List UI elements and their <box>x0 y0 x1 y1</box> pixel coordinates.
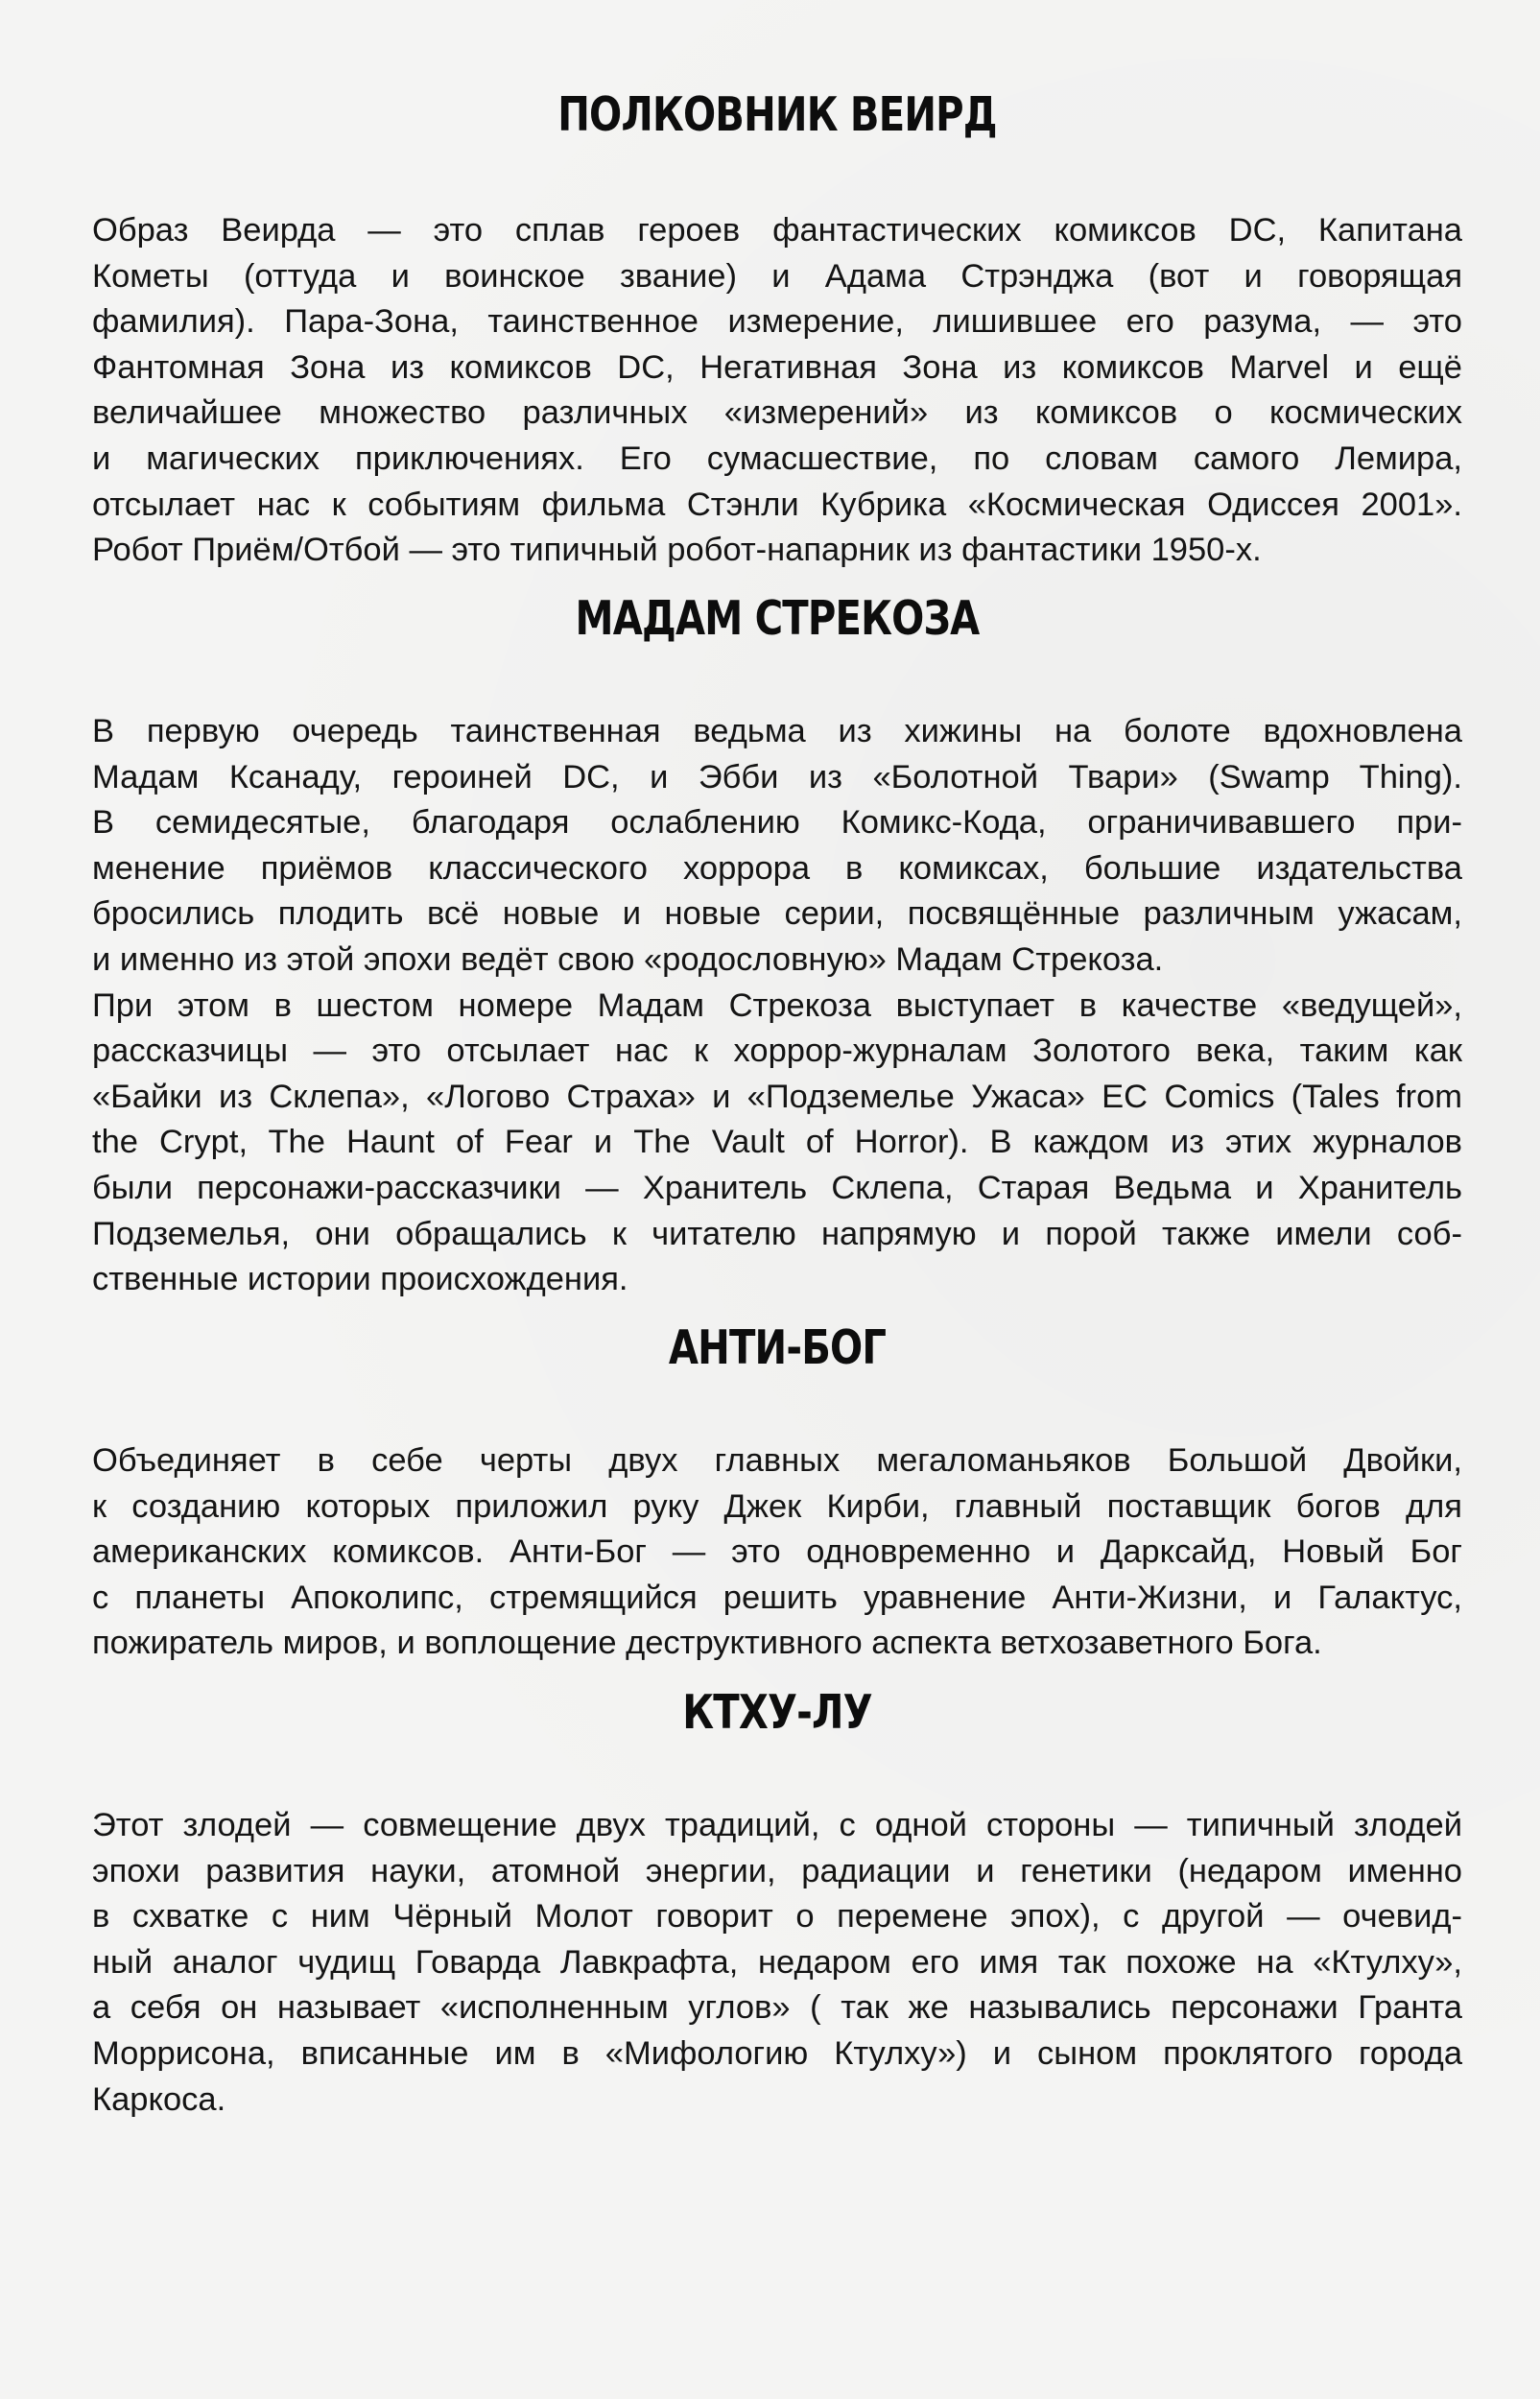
section-madame-dragonfly <box>92 590 1462 1303</box>
text-line: Робот Приём/Отбой — это типичный робот-напарник из фантастики 1950-х. <box>92 532 1262 569</box>
section-colonel-weird <box>92 86 1462 574</box>
text-line: ственные истории происхождения. <box>92 1261 628 1298</box>
section-heading: КТХУ-ЛУ <box>682 1685 872 1740</box>
text-line: Мадам Ксанаду, героиней DC, и Эбби из «Болотной Твари» (Swamp Thing). <box>92 758 1462 796</box>
text-line: а себя он называет «исполненным углов» ( так же назывались персонажи Гранта <box>92 1989 1462 2027</box>
text-line: Кометы (оттуда и воинское звание) и Адама Стрэнджа (вот и говорящая <box>92 257 1462 295</box>
section-anti-god <box>92 1319 1462 1667</box>
section-kthu-lu <box>92 1684 1462 2123</box>
text-line: фамилия). Пара-Зона, таинственное измерение, лишившее его разума, — это <box>92 303 1462 341</box>
text-line: менение приёмов классического хоррора в комиксах, большие издательства <box>92 849 1462 887</box>
text-line: пожиратель миров, и воплощение деструктивного аспекта ветхозаветного Бога. <box>92 1625 1322 1662</box>
section-paragraph <box>92 709 1462 1303</box>
text-line: бросились плодить всё новые и новые серии, посвящённые различным ужасам, <box>92 895 1462 933</box>
text-line: the Crypt, The Haunt of Fear и The Vault of Horror). В каждом из этих журналов <box>92 1124 1462 1161</box>
text-line: и именно из этой эпохи ведёт свою «родословную» Мадам Стрекоза. <box>92 940 1164 978</box>
text-line: Подземелья, они обращались к читателю напрямую и порой также имели соб- <box>92 1215 1462 1252</box>
text-line: и магических приключениях. Его сумасшествие, по словам самого Лемира, <box>92 439 1462 477</box>
text-line: Фантомная Зона из комиксов DC, Негативная Зона из комиксов Marvel и ещё <box>92 348 1462 386</box>
text-line: При этом в шестом номере Мадам Стрекоза выступает в качестве «ведущей», <box>92 986 1462 1024</box>
section-paragraph <box>92 208 1462 574</box>
text-line: с планеты Апоколипс, стремящийся решить уравнение Анти-Жизни, и Галактус, <box>92 1579 1462 1616</box>
text-line: В первую очередь таинственная ведьма из хижины на болоте вдохновлена <box>92 713 1462 749</box>
section-heading: МАДАМ СТРЕКОЗА <box>575 591 980 646</box>
text-line: Объединяет в себе черты двух главных мегаломаньяков Большой Двойки, <box>92 1442 1462 1479</box>
section-paragraph <box>92 1803 1462 2123</box>
text-line: были персонажи-рассказчики — Хранитель Склепа, Старая Ведьма и Хранитель <box>92 1169 1462 1206</box>
text-line: в схватке с ним Чёрный Молот говорит о перемене эпох), с другой — очевид- <box>92 1898 1462 1936</box>
text-line: Моррисона, вписанные им в «Мифологию Ктулху») и сыном проклятого города <box>92 2034 1462 2072</box>
text-line: американских комиксов. Анти-Бог — это одновременно и Дарксайд, Новый Бог <box>92 1533 1462 1571</box>
text-line: к созданию которых приложил руку Джек Кирби, главный поставщик богов для <box>92 1487 1462 1525</box>
section-heading: АНТИ-БОГ <box>668 1320 887 1375</box>
text-line: ный аналог чудищ Говарда Лавкрафта, недаром его имя так похоже на «Ктулху», <box>92 1943 1462 1981</box>
section-heading: ПОЛКОВНИК ВЕИРД <box>557 87 997 142</box>
text-line: величайшее множество различных «измерений» из комиксов о космических <box>92 394 1462 432</box>
text-line: Этот злодей — совмещение двух традиций, с одной стороны — типичный злодей <box>92 1807 1462 1843</box>
text-line: Образ Веирда — это сплав героев фантастических комиксов DC, Капитана <box>92 212 1462 249</box>
text-line: рассказчицы — это отсылает нас к хоррор-журналам Золотого века, таким как <box>92 1033 1462 1070</box>
text-line: «Байки из Склепа», «Логово Страха» и «Подземелье Ужаса» EC Comics (Tales from <box>92 1078 1462 1115</box>
text-line: эпохи развития науки, атомной энергии, радиации и генетики (недаром именно <box>92 1852 1462 1889</box>
text-line: Каркоса. <box>92 2080 226 2118</box>
section-paragraph <box>92 1438 1462 1667</box>
text-line: отсылает нас к событиям фильма Стэнли Кубрика «Космическая Одиссея 2001». <box>92 486 1462 523</box>
text-line: В семидесятые, благодаря ослаблению Комикс-Кода, ограничивавшего при- <box>92 804 1462 842</box>
